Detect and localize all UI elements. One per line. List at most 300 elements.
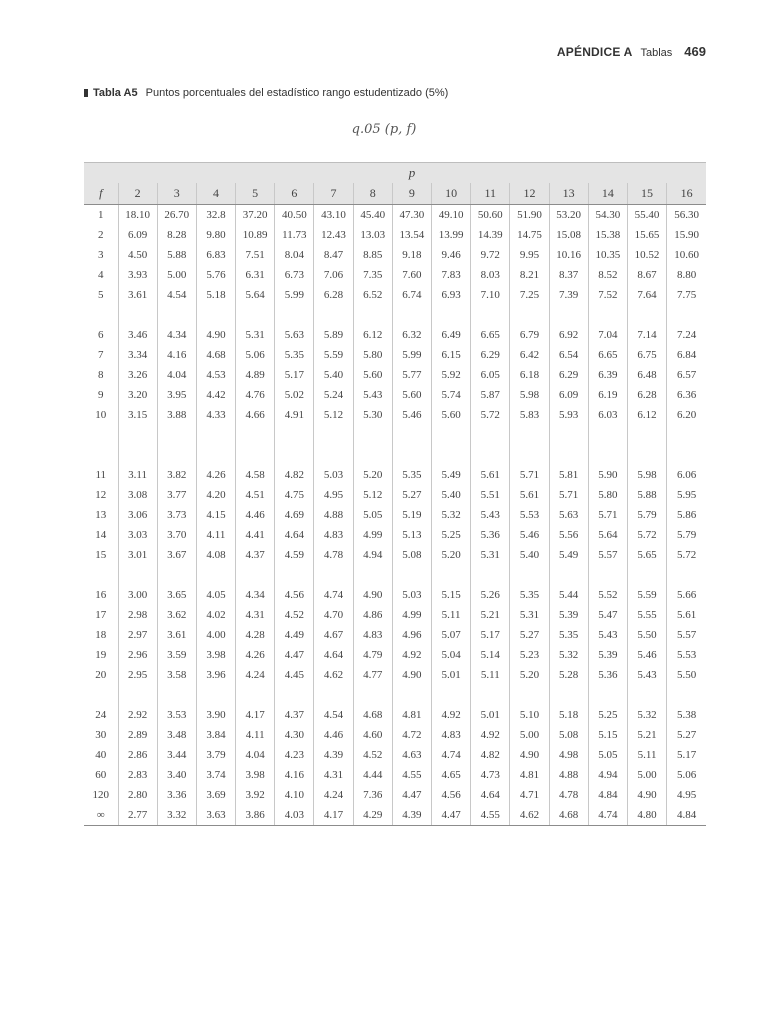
table-cell: 5.03	[314, 465, 353, 485]
formula: q.05 (p, f)	[351, 122, 417, 137]
table-cell: 8.21	[510, 265, 549, 285]
table-cell: 3.20	[118, 385, 157, 405]
table-cell: 53.20	[549, 205, 588, 226]
table-cell: 5.49	[432, 465, 471, 485]
f-value: 9	[98, 389, 104, 401]
table-cell: 26.70	[157, 205, 196, 226]
table-cell: 3.46	[118, 325, 157, 345]
table-cell: 5.88	[157, 245, 196, 265]
table-cell: 5.44	[549, 585, 588, 605]
table-cell: 6.42	[510, 345, 549, 365]
spacer-cell	[157, 565, 196, 585]
column-header: 6	[275, 183, 314, 205]
table-cell: 6.57	[667, 365, 706, 385]
table-cell: 3.53	[157, 705, 196, 725]
table-cell: 4.30	[275, 725, 314, 745]
table-cell: 5.80	[353, 345, 392, 365]
table-cell: 4.62	[314, 665, 353, 685]
table-cell: 4.89	[236, 365, 275, 385]
table-cell: 5.12	[314, 405, 353, 425]
table-cell: 8.47	[314, 245, 353, 265]
table-row	[84, 205, 706, 226]
spacer-cell	[236, 425, 275, 465]
spacer-cell	[588, 685, 627, 705]
table-cell: 4.99	[392, 605, 431, 625]
table-cell: 5.88	[627, 485, 666, 505]
table-cell: 5.99	[275, 285, 314, 305]
table-cell: 7.60	[392, 265, 431, 285]
table-cell: 4.52	[353, 745, 392, 765]
table-cell: 5.21	[627, 725, 666, 745]
table-cell: 6.73	[275, 265, 314, 285]
table-cell: 4.20	[196, 485, 235, 505]
table-cell: 5.72	[471, 405, 510, 425]
table-cell: 4.83	[353, 625, 392, 645]
table-cell: 5.79	[667, 525, 706, 545]
table-cell: 14.75	[510, 225, 549, 245]
table-cell: 5.98	[627, 465, 666, 485]
table-cell: 10.60	[667, 245, 706, 265]
spacer-cell	[510, 425, 549, 465]
table-cell: 4.82	[275, 465, 314, 485]
table-cell: 6.18	[510, 365, 549, 385]
studentized-range-table	[84, 162, 706, 826]
table-cell: 4.17	[236, 705, 275, 725]
table-cell: 47.30	[392, 205, 431, 226]
table-cell: 3.61	[157, 625, 196, 645]
spacer-cell	[471, 305, 510, 325]
table-cell: 5.53	[667, 645, 706, 665]
table-cell: 6.83	[196, 245, 235, 265]
table-cell: 5.04	[432, 645, 471, 665]
table-cell: 15.08	[549, 225, 588, 245]
table-cell: 4.95	[314, 485, 353, 505]
table-cell: 5.64	[236, 285, 275, 305]
table-cell: 5.53	[510, 505, 549, 525]
table-cell: 4.90	[627, 785, 666, 805]
table-cell: 10.52	[627, 245, 666, 265]
table-cell: 4.63	[392, 745, 431, 765]
table-cell: 4.78	[314, 545, 353, 565]
table-cell: 2.89	[118, 725, 157, 745]
table-cell: 3.65	[157, 585, 196, 605]
table-row	[84, 665, 706, 685]
table-cell: 3.00	[118, 585, 157, 605]
table-row	[84, 545, 706, 565]
table-cell: 5.59	[627, 585, 666, 605]
spacer-cell	[588, 305, 627, 325]
spacer-cell	[549, 685, 588, 705]
table-cell: 5.27	[510, 625, 549, 645]
table-cell: 5.98	[510, 385, 549, 405]
table-cell: 9.95	[510, 245, 549, 265]
table-cell: 4.15	[196, 505, 235, 525]
table-cell: 5.43	[588, 625, 627, 645]
table-cell: 4.90	[392, 665, 431, 685]
table-cell: 5.00	[627, 765, 666, 785]
table-cell: 4.98	[549, 745, 588, 765]
table-cell: 5.81	[549, 465, 588, 485]
table-cell: 5.30	[353, 405, 392, 425]
table-row	[84, 245, 706, 265]
table-cell: 13.99	[432, 225, 471, 245]
column-header: 16	[667, 183, 706, 205]
table-cell: 4.02	[196, 605, 235, 625]
table-cell: 4.90	[510, 745, 549, 765]
table-cell: 5.61	[667, 605, 706, 625]
table-cell: 5.60	[392, 385, 431, 405]
table-cell: 5.17	[471, 625, 510, 645]
spacer-cell	[314, 685, 353, 705]
table-cell: 4.00	[196, 625, 235, 645]
table-cell: 6.12	[627, 405, 666, 425]
table-cell: 6.49	[432, 325, 471, 345]
spacer-cell	[588, 565, 627, 585]
table-cell: 6.19	[588, 385, 627, 405]
table-cell: 4.37	[275, 705, 314, 725]
table-cell: 3.82	[157, 465, 196, 485]
table-cell: 5.21	[471, 605, 510, 625]
table-cell: 4.31	[236, 605, 275, 625]
table-cell: 9.72	[471, 245, 510, 265]
f-value: 11	[95, 469, 107, 481]
table-cell: 4.10	[275, 785, 314, 805]
table-cell: 5.57	[588, 545, 627, 565]
table-cell: 49.10	[432, 205, 471, 226]
f-value: 10	[95, 409, 107, 421]
table-cell: 5.71	[510, 465, 549, 485]
table-cell: 40.50	[275, 205, 314, 226]
table-cell: 6.92	[549, 325, 588, 345]
row-spacer	[84, 425, 706, 465]
table-cell: 3.40	[157, 765, 196, 785]
table-cell: 5.43	[627, 665, 666, 685]
table-cell: 4.94	[588, 765, 627, 785]
table-cell: 4.88	[549, 765, 588, 785]
spacer-cell	[196, 425, 235, 465]
spacer-cell	[353, 425, 392, 465]
table-cell: 4.49	[275, 625, 314, 645]
table-cell: 8.37	[549, 265, 588, 285]
table-cell: 4.47	[275, 645, 314, 665]
table-cell: 2.83	[118, 765, 157, 785]
table-row	[84, 265, 706, 285]
spacer-cell	[275, 565, 314, 585]
table-cell: 4.54	[157, 285, 196, 305]
spacer-cell	[236, 305, 275, 325]
section-label: Tablas	[640, 47, 673, 59]
spacer-cell	[157, 425, 196, 465]
table-cell: 4.41	[236, 525, 275, 545]
table-cell: 4.69	[275, 505, 314, 525]
table-cell: 5.28	[549, 665, 588, 685]
table-cell: 4.16	[157, 345, 196, 365]
table-cell: 12.43	[314, 225, 353, 245]
table-body	[84, 205, 706, 826]
table-cell: 5.59	[314, 345, 353, 365]
table-cell: 3.79	[196, 745, 235, 765]
table-cell: 8.67	[627, 265, 666, 285]
table-cell: 4.51	[236, 485, 275, 505]
spacer-cell	[118, 425, 157, 465]
table-cell: 3.32	[157, 805, 196, 826]
table-cell: 6.09	[549, 385, 588, 405]
table-cell: 3.67	[157, 545, 196, 565]
f-value: 8	[98, 369, 104, 381]
table-cell: 8.04	[275, 245, 314, 265]
spacer-cell	[84, 305, 118, 325]
table-cell: 3.34	[118, 345, 157, 365]
table-cell: 2.96	[118, 645, 157, 665]
row-spacer	[84, 305, 706, 325]
table-cell: 6.20	[667, 405, 706, 425]
table-cell: 3.61	[118, 285, 157, 305]
table-cell: 5.36	[588, 665, 627, 685]
table-cell: 4.68	[196, 345, 235, 365]
table-cell: 56.30	[667, 205, 706, 226]
table-cell: 5.92	[432, 365, 471, 385]
column-header: 3	[157, 183, 196, 205]
table-cell: 5.95	[667, 485, 706, 505]
table-cell: 4.81	[510, 765, 549, 785]
table-cell: 4.24	[236, 665, 275, 685]
table-cell: 4.44	[353, 765, 392, 785]
table-row	[84, 765, 706, 785]
table-cell: 45.40	[353, 205, 392, 226]
table-cell: 7.39	[549, 285, 588, 305]
table-cell: 5.11	[627, 745, 666, 765]
table-cell: 5.43	[471, 505, 510, 525]
table-cell: 4.55	[471, 805, 510, 826]
table-cell: 5.72	[627, 525, 666, 545]
table-cell: 4.70	[314, 605, 353, 625]
table-cell: 18.10	[118, 205, 157, 226]
table-cell: 9.46	[432, 245, 471, 265]
table-cell: 8.85	[353, 245, 392, 265]
table-cell: 7.83	[432, 265, 471, 285]
f-value: 30	[95, 729, 107, 741]
table-cell: 4.62	[510, 805, 549, 826]
table-cell: 5.65	[627, 545, 666, 565]
table-cell: 5.07	[432, 625, 471, 645]
table-cell: 4.71	[510, 785, 549, 805]
table-cell: 5.51	[471, 485, 510, 505]
table-cell: 5.79	[627, 505, 666, 525]
table-cell: 3.44	[157, 745, 196, 765]
table-cell: 5.35	[549, 625, 588, 645]
f-value: 13	[95, 509, 107, 521]
table-cell: 5.50	[627, 625, 666, 645]
f-value: 18	[95, 629, 107, 641]
table-cell: 5.66	[667, 585, 706, 605]
table-cell: 5.86	[667, 505, 706, 525]
table-cell: 3.11	[118, 465, 157, 485]
table-cell: 4.47	[432, 805, 471, 826]
spacer-cell	[353, 305, 392, 325]
table-cell: 4.91	[275, 405, 314, 425]
spacer-cell	[471, 685, 510, 705]
table-cell: 6.54	[549, 345, 588, 365]
table-cell: 2.77	[118, 805, 157, 826]
table-row	[84, 645, 706, 665]
table-cell: 3.06	[118, 505, 157, 525]
table-row	[84, 285, 706, 305]
table-cell: 5.06	[667, 765, 706, 785]
table-cell: 3.98	[236, 765, 275, 785]
spacer-cell	[471, 425, 510, 465]
table-cell: 6.52	[353, 285, 392, 305]
table-cell: 7.75	[667, 285, 706, 305]
table-cell: 5.43	[353, 385, 392, 405]
table-cell: 5.31	[471, 545, 510, 565]
p-header: p	[118, 163, 706, 184]
table-cell: 4.26	[196, 465, 235, 485]
table-cell: 5.38	[667, 705, 706, 725]
table-cell: 4.16	[275, 765, 314, 785]
table-row	[84, 725, 706, 745]
table-cell: 5.12	[353, 485, 392, 505]
table-cell: 3.74	[196, 765, 235, 785]
table-cell: 6.74	[392, 285, 431, 305]
table-cell: 4.68	[549, 805, 588, 826]
table-cell: 5.40	[314, 365, 353, 385]
row-spacer	[84, 685, 706, 705]
table-cell: 5.19	[392, 505, 431, 525]
spacer-cell	[432, 305, 471, 325]
table-cell: 15.90	[667, 225, 706, 245]
table-cell: 7.06	[314, 265, 353, 285]
table-cell: 3.77	[157, 485, 196, 505]
table-cell: 13.54	[392, 225, 431, 245]
spacer-cell	[84, 565, 118, 585]
spacer-cell	[510, 305, 549, 325]
table-cell: 4.68	[353, 705, 392, 725]
table-cell: 4.74	[588, 805, 627, 826]
table-cell: 5.72	[667, 545, 706, 565]
table-cell: 5.27	[667, 725, 706, 745]
table-cell: 50.60	[471, 205, 510, 226]
spacer-cell	[353, 685, 392, 705]
table-cell: 6.09	[118, 225, 157, 245]
spacer-cell	[510, 685, 549, 705]
table-cell: 4.94	[353, 545, 392, 565]
table-cell: 4.90	[353, 585, 392, 605]
table-cell: 4.78	[549, 785, 588, 805]
running-head	[557, 44, 706, 59]
table-row	[84, 345, 706, 365]
column-header: 7	[314, 183, 353, 205]
table-row	[84, 385, 706, 405]
table-cell: 5.20	[432, 545, 471, 565]
table-cell: 5.46	[510, 525, 549, 545]
f-value: 12	[95, 489, 107, 501]
table-cell: 5.20	[510, 665, 549, 685]
table-row	[84, 225, 706, 245]
f-value: 120	[92, 789, 109, 801]
table-cell: 5.39	[549, 605, 588, 625]
table-cell: 5.80	[588, 485, 627, 505]
table-cell: 5.63	[549, 505, 588, 525]
table-cell: 5.61	[510, 485, 549, 505]
table-cell: 10.89	[236, 225, 275, 245]
table-cell: 4.56	[432, 785, 471, 805]
spacer-cell	[510, 565, 549, 585]
table-cell: 6.05	[471, 365, 510, 385]
table-cell: 3.73	[157, 505, 196, 525]
table-cell: 43.10	[314, 205, 353, 226]
table-cell: 5.60	[353, 365, 392, 385]
table-cell: 4.73	[471, 765, 510, 785]
table-cell: 5.01	[471, 705, 510, 725]
table-cell: 5.47	[588, 605, 627, 625]
table-cell: 4.03	[275, 805, 314, 826]
table-cell: 4.83	[432, 725, 471, 745]
table-cell: 3.01	[118, 545, 157, 565]
table-cell: 5.56	[549, 525, 588, 545]
table-cell: 6.32	[392, 325, 431, 345]
table-cell: 5.46	[627, 645, 666, 665]
table-row	[84, 705, 706, 725]
table-cell: 10.35	[588, 245, 627, 265]
p-header-row	[84, 163, 706, 184]
table-cell: 4.88	[314, 505, 353, 525]
table-cell: 5.57	[667, 625, 706, 645]
table-cell: 5.36	[471, 525, 510, 545]
f-value: 7	[98, 349, 104, 361]
table-cell: 5.74	[432, 385, 471, 405]
spacer-cell	[236, 565, 275, 585]
row-spacer	[84, 565, 706, 585]
table-cell: 5.27	[392, 485, 431, 505]
table-cell: 4.83	[314, 525, 353, 545]
table-cell: 4.80	[627, 805, 666, 826]
table-cell: 5.32	[627, 705, 666, 725]
table-cell: 5.14	[471, 645, 510, 665]
spacer-cell	[275, 685, 314, 705]
f-value: 16	[95, 589, 107, 601]
table-cell: 3.62	[157, 605, 196, 625]
table-cell: 2.97	[118, 625, 157, 645]
appendix-label: APÉNDICE A	[556, 45, 633, 59]
column-header: 15	[627, 183, 666, 205]
spacer-cell	[236, 685, 275, 705]
table-cell: 6.28	[314, 285, 353, 305]
table-cell: 5.90	[588, 465, 627, 485]
f-value: 40	[95, 749, 107, 761]
table-cell: 4.42	[196, 385, 235, 405]
table-cell: 4.86	[353, 605, 392, 625]
table-cell: 37.20	[236, 205, 275, 226]
table-cell: 5.35	[392, 465, 431, 485]
spacer-cell	[627, 305, 666, 325]
table-cell: 3.86	[236, 805, 275, 826]
spacer-cell	[667, 425, 706, 465]
table-cell: 4.46	[236, 505, 275, 525]
table-cell: 4.46	[314, 725, 353, 745]
table-cell: 2.95	[118, 665, 157, 685]
table-cell: 7.51	[236, 245, 275, 265]
table-cell: 5.11	[432, 605, 471, 625]
table-cell: 5.25	[432, 525, 471, 545]
table-cell: 4.92	[432, 705, 471, 725]
table-cell: 5.35	[275, 345, 314, 365]
table-cell: 5.77	[392, 365, 431, 385]
table-cell: 5.05	[353, 505, 392, 525]
table-cell: 5.35	[510, 585, 549, 605]
table-cell: 4.55	[392, 765, 431, 785]
spacer-cell	[392, 425, 431, 465]
spacer-cell	[549, 305, 588, 325]
